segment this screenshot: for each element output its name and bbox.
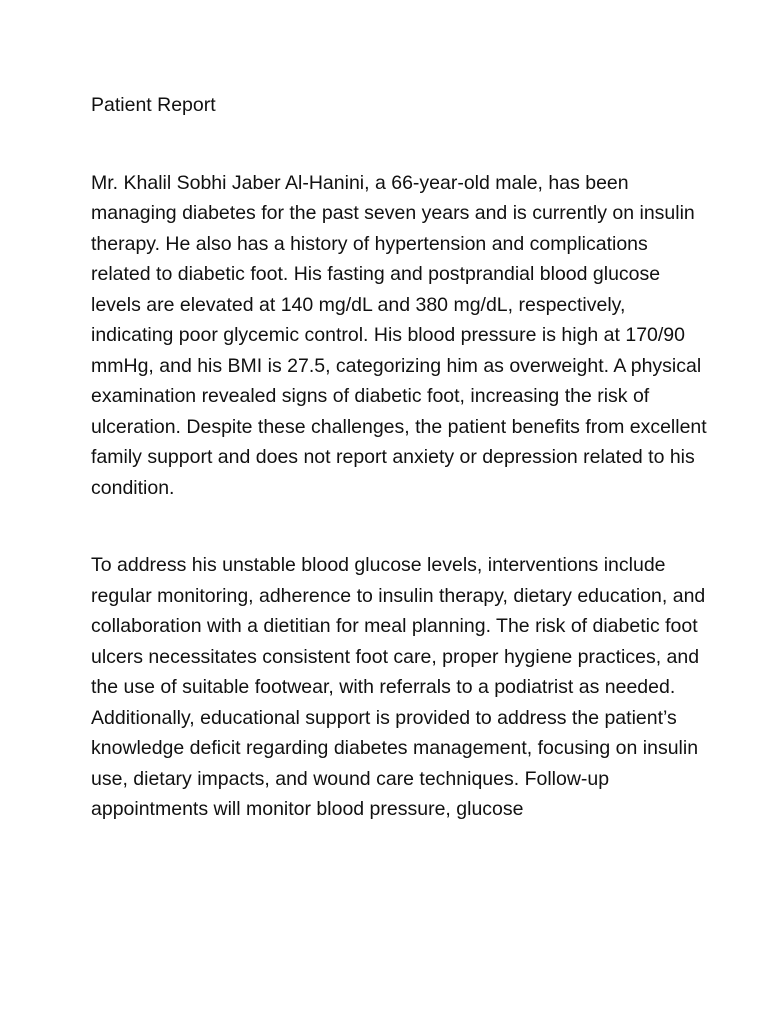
paragraph-patient-summary: Mr. Khalil Sobhi Jaber Al-Hanini, a 66-year-old male, has been managing diabetes for the past seven years and is currently on insulin therapy. He also has a history of hypertension and complications related to diabetic foot. His fasting and postprandial blood glucose levels are elevated at 140 mg/dL and 380 mg/dL, respectively, indicating poor glycemic control. His blood pressure is high at 170/90 mmHg, and his BMI is 27.5, categorizing him as overweight. A physical examination revealed signs of diabetic foot, increasing the risk of ulceration. Despite these challenges, the patient benefits from excellent family support and does not report anxiety or depression related to his condition. <box>91 171 707 499</box>
document-title: Patient Report <box>91 94 216 116</box>
paragraph-interventions: To address his unstable blood glucose levels, interventions include regular monitoring, adherence to insulin therapy, dietary education, and collaboration with a dietitian for meal planning. The risk of diabetic foot ulcers necessitates consistent foot care, proper hygiene practices, and the use of suitable footwear, with referrals to a podiatrist as needed. Additionally, educational support is provided to address the patient’s knowledge deficit regarding diabetes management, focusing on insulin use, dietary impacts, and wound care techniques. Follow-up appointments will monitor blood pressure, glucose <box>91 554 706 820</box>
